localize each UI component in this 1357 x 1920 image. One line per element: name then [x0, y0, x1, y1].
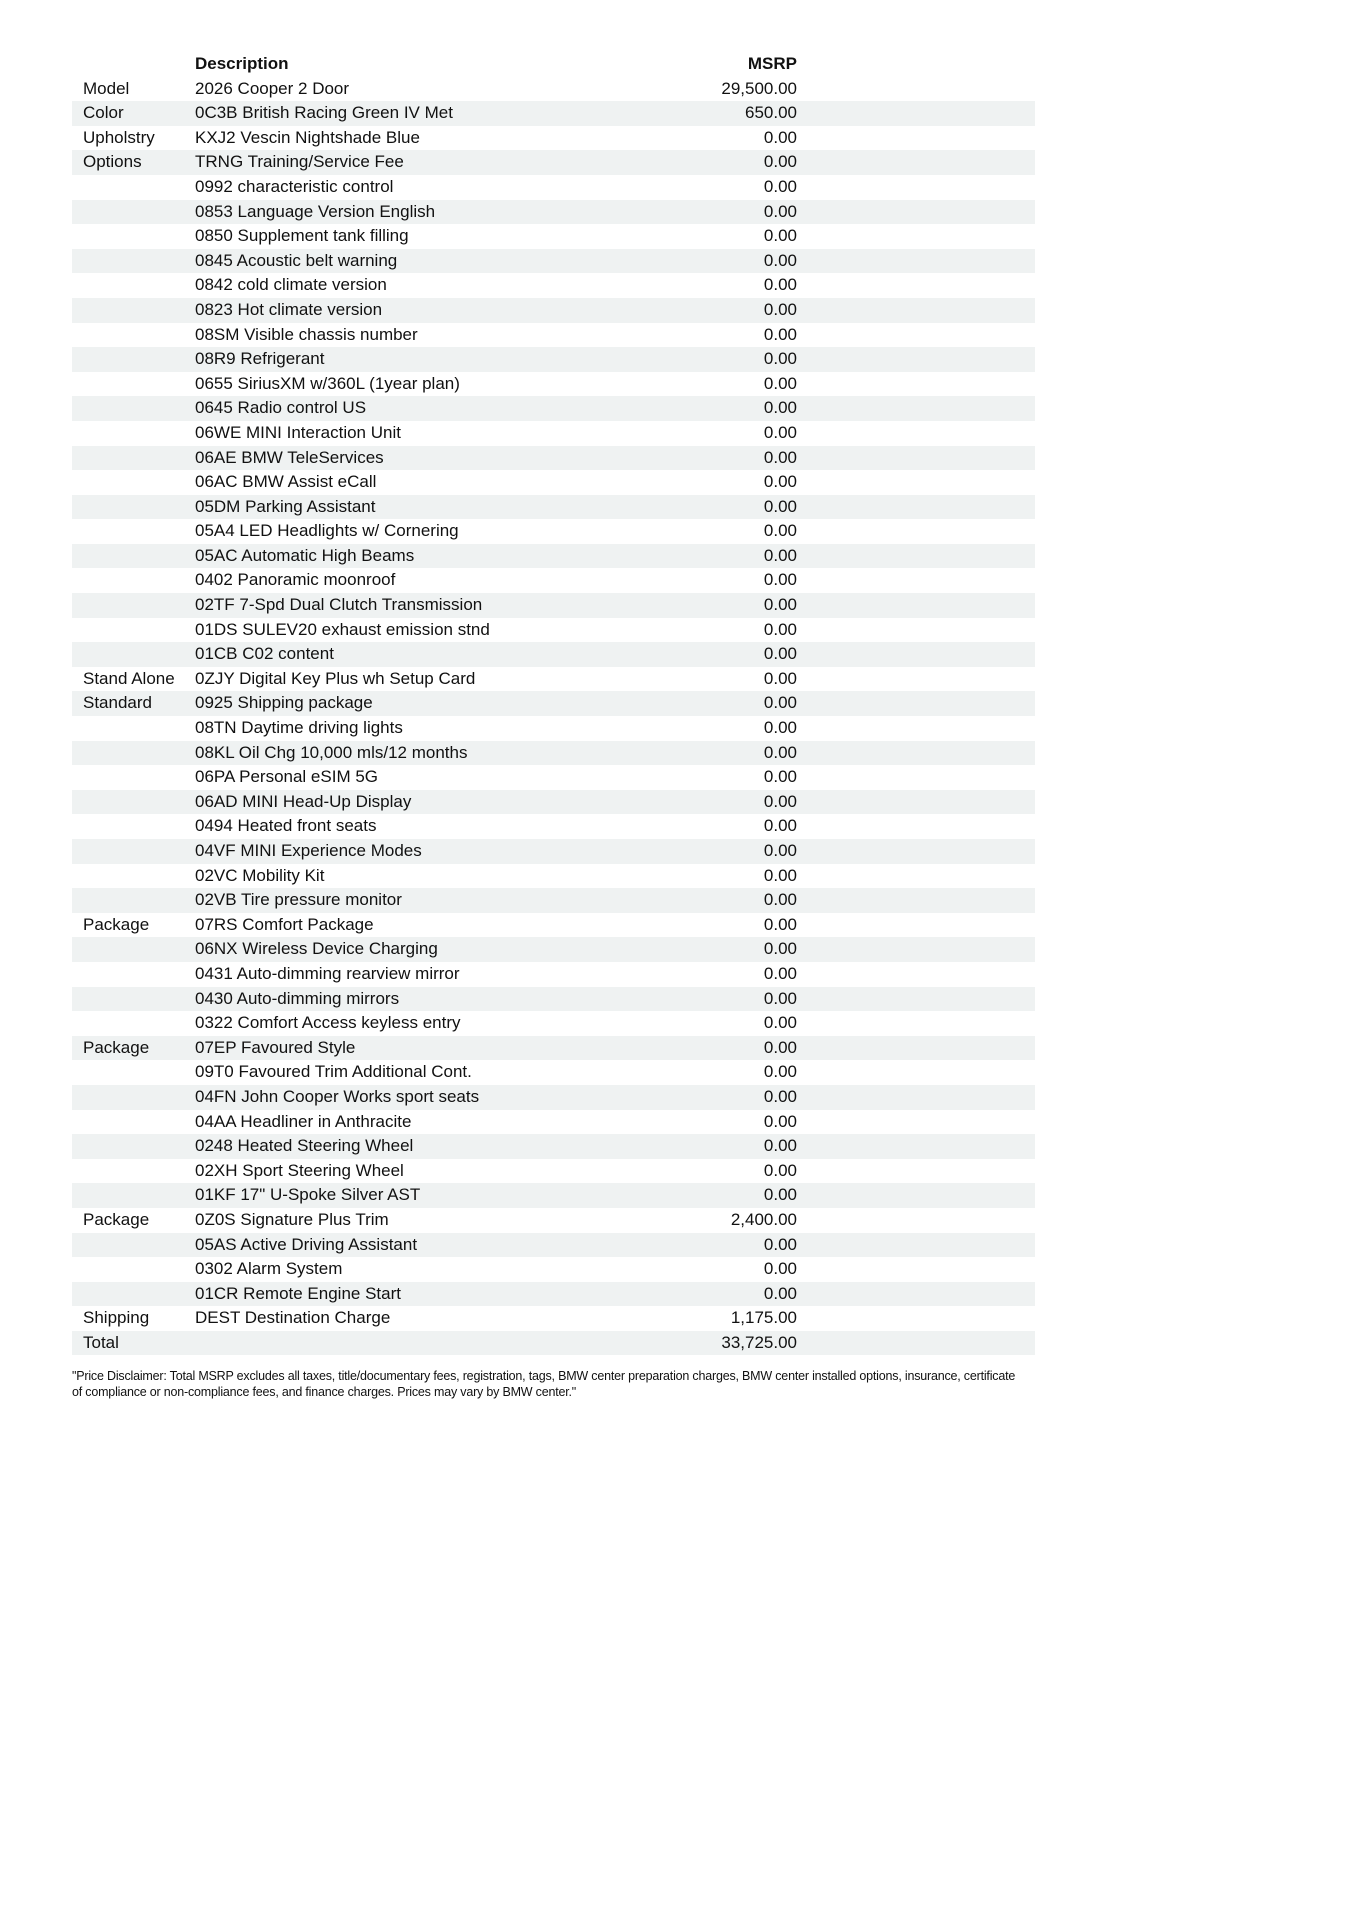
- row-msrp: 0.00: [763, 201, 797, 221]
- row-msrp: 0.00: [763, 988, 797, 1008]
- table-row: [72, 298, 1035, 323]
- table-row: [72, 519, 1035, 544]
- row-msrp: 0.00: [763, 644, 797, 664]
- row-msrp: 0.00: [763, 226, 797, 246]
- table-row: [72, 249, 1035, 274]
- table-row: [72, 224, 1035, 249]
- row-description: 0C3B British Racing Green IV Met: [195, 103, 453, 123]
- row-description: 01KF 17" U-Spoke Silver AST: [195, 1185, 421, 1205]
- table-row: [72, 200, 1035, 225]
- table-row: [72, 396, 1035, 421]
- row-msrp: 0.00: [763, 324, 797, 344]
- row-msrp: 0.00: [763, 841, 797, 860]
- row-msrp: 0.00: [763, 1283, 797, 1303]
- row-msrp: 0.00: [763, 767, 797, 787]
- table-row: [72, 347, 1035, 372]
- row-msrp: 0.00: [763, 718, 797, 738]
- row-description: 0431 Auto-dimming rearview mirror: [195, 963, 460, 983]
- table-row: [72, 1085, 1035, 1110]
- row-description: 0402 Panoramic moonroof: [195, 570, 396, 590]
- row-msrp: 0.00: [763, 176, 797, 196]
- row-msrp: 0.00: [763, 1234, 797, 1254]
- header-msrp: MSRP: [747, 54, 797, 73]
- table-row: [72, 962, 1035, 987]
- row-msrp: 0.00: [763, 791, 797, 811]
- row-msrp: 0.00: [763, 447, 797, 467]
- table-row: [72, 1257, 1035, 1282]
- table-row: [72, 618, 1035, 643]
- row-description: 0823 Hot climate version: [195, 299, 383, 319]
- pricing-table-body: [72, 77, 1035, 1356]
- table-row: [72, 1331, 1035, 1356]
- row-msrp: 0.00: [763, 890, 797, 910]
- row-description: 04FN John Cooper Works sport seats: [195, 1086, 480, 1106]
- row-description: TRNG Training/Service Fee: [195, 152, 404, 172]
- row-description: 0925 Shipping package: [195, 693, 373, 713]
- row-description: 04VF MINI Experience Modes: [195, 841, 422, 860]
- row-msrp: 0.00: [763, 275, 797, 295]
- row-msrp: 0.00: [763, 816, 797, 836]
- row-description: 05DM Parking Assistant: [195, 496, 376, 516]
- table-row: [72, 593, 1035, 618]
- row-msrp: 0.00: [763, 127, 797, 147]
- row-msrp: 0.00: [763, 250, 797, 270]
- row-description: 01DS SULEV20 exhaust emission stnd: [195, 619, 490, 639]
- table-row: [72, 421, 1035, 446]
- row-msrp: 650.00: [745, 103, 797, 123]
- table-row: [72, 1233, 1035, 1258]
- table-row: [72, 839, 1035, 864]
- row-description: 06AE BMW TeleServices: [195, 447, 384, 467]
- row-msrp: 0.00: [763, 1062, 797, 1082]
- row-description: 02TF 7-Spd Dual Clutch Transmission: [195, 595, 483, 615]
- table-row: [72, 1282, 1035, 1307]
- table-row: [72, 765, 1035, 790]
- table-row: [72, 864, 1035, 889]
- row-description: 0494 Heated front seats: [195, 816, 377, 836]
- row-description: 0Z0S Signature Plus Trim: [195, 1209, 389, 1229]
- row-msrp: 0.00: [763, 693, 797, 713]
- row-description: DEST Destination Charge: [195, 1308, 391, 1328]
- row-category: Stand Alone: [83, 668, 175, 688]
- row-msrp: 0.00: [763, 1013, 797, 1033]
- row-category: Model: [83, 78, 130, 98]
- row-msrp: 0.00: [763, 299, 797, 319]
- table-row: [72, 667, 1035, 692]
- table-row: [72, 446, 1035, 471]
- row-category: Package: [83, 914, 150, 934]
- row-description: 06AC BMW Assist eCall: [195, 472, 377, 492]
- row-description: 0845 Acoustic belt warning: [195, 250, 398, 270]
- row-description: 0430 Auto-dimming mirrors: [195, 988, 400, 1008]
- row-description: 01CR Remote Engine Start: [195, 1283, 401, 1303]
- row-msrp: 0.00: [763, 865, 797, 885]
- row-description: 06AD MINI Head-Up Display: [195, 791, 412, 811]
- table-row: [72, 323, 1035, 348]
- table-row: [72, 642, 1035, 667]
- row-category: Package: [83, 1209, 150, 1229]
- row-description: 06WE MINI Interaction Unit: [195, 422, 401, 442]
- table-row: [72, 101, 1035, 126]
- row-description: 05AC Automatic High Beams: [195, 545, 415, 565]
- row-msrp: 0.00: [763, 521, 797, 541]
- table-row: [72, 126, 1035, 151]
- table-row: [72, 1036, 1035, 1061]
- table-row: [72, 814, 1035, 839]
- table-row: [72, 1208, 1035, 1233]
- row-description: 0842 cold climate version: [195, 275, 387, 295]
- row-description: 08KL Oil Chg 10,000 mls/12 months: [195, 742, 468, 762]
- row-description: 0302 Alarm System: [195, 1259, 343, 1279]
- table-row: [72, 987, 1035, 1012]
- row-msrp: 0.00: [763, 668, 797, 688]
- row-msrp: 0.00: [763, 619, 797, 639]
- row-category: Standard: [83, 693, 152, 713]
- row-description: 02VB Tire pressure monitor: [195, 890, 402, 910]
- row-description: KXJ2 Vescin Nightshade Blue: [195, 127, 420, 147]
- row-description: 0248 Heated Steering Wheel: [195, 1136, 414, 1156]
- table-row: [72, 544, 1035, 569]
- row-msrp: 0.00: [763, 496, 797, 516]
- table-row: [72, 1110, 1035, 1135]
- table-row: [72, 691, 1035, 716]
- row-msrp: 0.00: [763, 1160, 797, 1180]
- row-msrp: 0.00: [763, 939, 797, 959]
- row-msrp: 0.00: [763, 570, 797, 590]
- table-row: [72, 716, 1035, 741]
- row-msrp: 0.00: [763, 914, 797, 934]
- row-msrp: 0.00: [763, 472, 797, 492]
- row-msrp: 0.00: [763, 963, 797, 983]
- row-category: Color: [83, 103, 124, 123]
- row-msrp: 0.00: [763, 545, 797, 565]
- row-description: 0853 Language Version English: [195, 201, 436, 221]
- row-description: 02VC Mobility Kit: [195, 865, 325, 885]
- table-header-row: [72, 52, 1035, 77]
- row-msrp: 0.00: [763, 373, 797, 393]
- row-description: 09T0 Favoured Trim Additional Cont.: [195, 1062, 472, 1082]
- row-description: 02XH Sport Steering Wheel: [195, 1160, 404, 1180]
- row-description: 07EP Favoured Style: [195, 1037, 356, 1057]
- row-description: 04AA Headliner in Anthracite: [195, 1111, 412, 1131]
- table-row: [72, 913, 1035, 938]
- row-msrp: 0.00: [763, 1111, 797, 1131]
- row-msrp: 0.00: [763, 742, 797, 762]
- row-msrp: 2,400.00: [730, 1209, 797, 1229]
- row-description: 05AS Active Driving Assistant: [195, 1234, 418, 1254]
- row-category: Package: [83, 1037, 150, 1057]
- table-row: [72, 790, 1035, 815]
- row-description: 05A4 LED Headlights w/ Cornering: [195, 521, 459, 541]
- row-msrp: 0.00: [763, 398, 797, 418]
- row-msrp: 29,500.00: [721, 78, 797, 98]
- row-description: 08SM Visible chassis number: [195, 324, 418, 344]
- row-description: 0850 Supplement tank filling: [195, 226, 409, 246]
- row-msrp: 1,175.00: [730, 1308, 797, 1328]
- header-description: Description: [195, 54, 289, 73]
- row-description: 06PA Personal eSIM 5G: [195, 767, 379, 787]
- table-row: [72, 273, 1035, 298]
- row-description: 06NX Wireless Device Charging: [195, 939, 438, 959]
- table-row: [72, 937, 1035, 962]
- table-row: [72, 888, 1035, 913]
- row-description: 08R9 Refrigerant: [195, 349, 325, 369]
- row-description: 0322 Comfort Access keyless entry: [195, 1013, 461, 1033]
- row-description: 0655 SiriusXM w/360L (1year plan): [195, 373, 460, 393]
- row-description: 08TN Daytime driving lights: [195, 718, 403, 738]
- row-msrp: 0.00: [763, 595, 797, 615]
- table-row: [72, 1011, 1035, 1036]
- row-description: 07RS Comfort Package: [195, 914, 374, 934]
- table-row: [72, 150, 1035, 175]
- row-msrp: 0.00: [763, 1136, 797, 1156]
- table-row: [72, 1183, 1035, 1208]
- row-msrp: 0.00: [763, 1037, 797, 1057]
- row-description: 0ZJY Digital Key Plus wh Setup Card: [195, 668, 476, 688]
- price-disclaimer: "Price Disclaimer: Total MSRP excludes all taxes, title/documentary fees, registration, tags, BMW center preparation charges, BMW center installed options, insurance, certificate of compliance or non-compliance fees, and finance charges. Prices may vary by BMW center.": [72, 1369, 1016, 1399]
- row-msrp: 0.00: [763, 349, 797, 369]
- row-category: Total: [83, 1332, 119, 1352]
- table-row: [72, 77, 1035, 102]
- row-description: 01CB C02 content: [195, 644, 334, 664]
- row-description: 2026 Cooper 2 Door: [195, 78, 350, 98]
- row-msrp: 0.00: [763, 1259, 797, 1279]
- table-row: [72, 495, 1035, 520]
- table-row: [72, 1306, 1035, 1331]
- row-msrp: 0.00: [763, 1185, 797, 1205]
- table-row: [72, 175, 1035, 200]
- table-row: [72, 741, 1035, 766]
- table-row: [72, 1159, 1035, 1184]
- row-description: 0992 characteristic control: [195, 176, 394, 196]
- row-msrp: 33,725.00: [721, 1332, 797, 1352]
- row-category: Options: [83, 152, 142, 172]
- row-category: Shipping: [83, 1308, 150, 1328]
- row-category: Upholstry: [83, 127, 155, 147]
- table-row: [72, 1060, 1035, 1085]
- row-msrp: 0.00: [763, 422, 797, 442]
- row-msrp: 0.00: [763, 152, 797, 172]
- table-row: [72, 470, 1035, 495]
- table-row: [72, 372, 1035, 397]
- pricing-table: [72, 52, 1035, 1355]
- table-row: [72, 1134, 1035, 1159]
- row-description: 0645 Radio control US: [195, 398, 367, 418]
- table-row: [72, 568, 1035, 593]
- row-msrp: 0.00: [763, 1086, 797, 1106]
